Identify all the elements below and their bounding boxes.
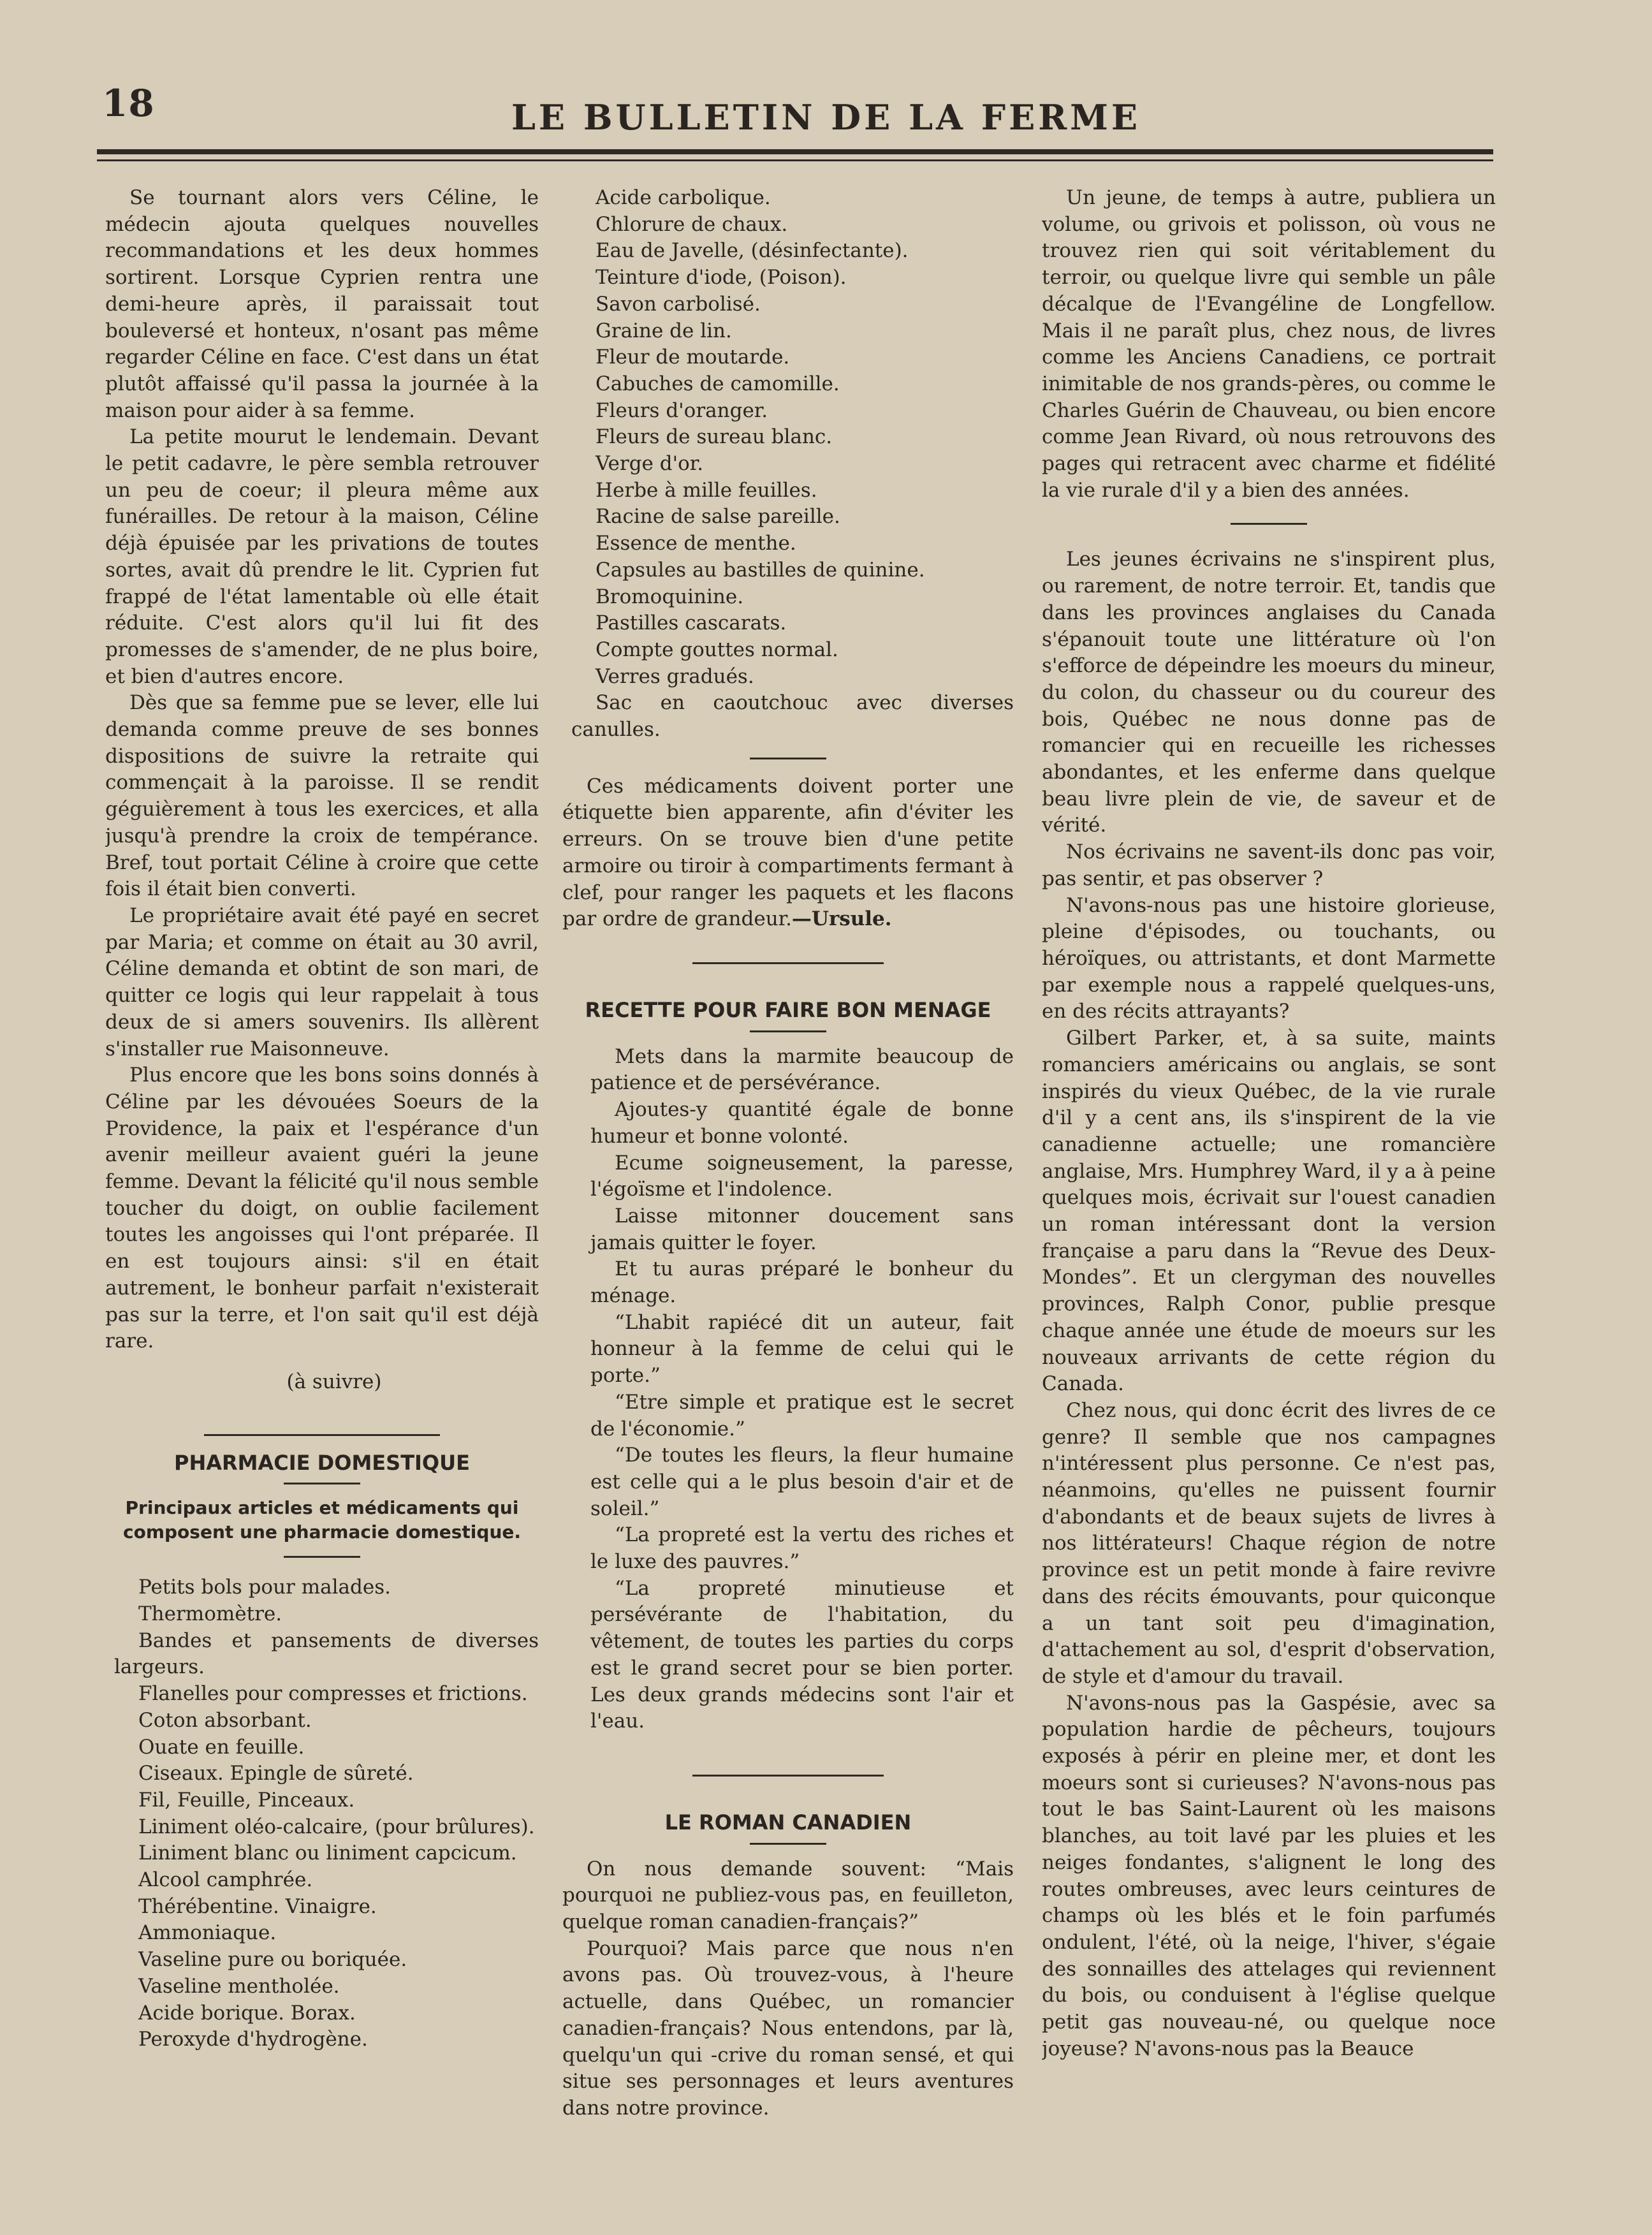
recipe-line: Ajoutes-y quantité égale de bonne humeur et bonne volonté. [590, 1098, 1014, 1148]
list-item: Liniment blanc ou liniment capcicum. [138, 1842, 517, 1865]
masthead-title: LE BULLETIN DE LA FERME [511, 97, 1141, 138]
list-item: Graine de lin. [596, 319, 732, 342]
list-item: Verres gradués. [596, 664, 754, 688]
story-paragraph: Dès que sa femme pue se lever, elle lui demanda comme preuve de ses bonnes dispositions de suivre la retraite qui commençait à la paroisse. Il se rendit géguièrement à tous les exercices, et alla jusqu'à prendre la croix de tempérance. Bref, tout portait Céline à croire que cette fois il était bien converti. [105, 691, 539, 901]
recipe-title: RECETTE POUR FAIRE BON MENAGE [585, 997, 991, 1022]
list-item: Thérébentine. Vinaigre. [138, 1894, 377, 1918]
list-item: Savon carbolisé. [596, 292, 761, 316]
section-divider [204, 1434, 440, 1436]
list-item: Ouate en feuille. [138, 1735, 305, 1759]
list-item: Vaseline mentholée. [138, 1974, 340, 1998]
list-item: Fleurs d'oranger. [596, 399, 768, 422]
list-item: Acide borique. Borax. [138, 2001, 356, 2025]
to-follow-note: (à suivre) [286, 1370, 382, 1393]
recipe-line: “La propreté minutieuse et persévérante de l'habitation, du vêtement, de toutes les parties du corps est le grand secret pour se bien porter. Les deux grands médecins sont l'air et l'eau. [590, 1576, 1014, 1733]
recipe-line: “Etre simple et pratique est le secret de l'économie.” [590, 1390, 1014, 1440]
section-divider [692, 962, 884, 964]
list-item: Bandes et pansements de diverses largeurs. [114, 1629, 539, 1679]
recipe-line: Laisse mitonner doucement sans jamais quitter le foyer. [590, 1204, 1014, 1254]
recipe-line: “La propreté est la vertu des riches et le luxe des pauvres.” [590, 1523, 1014, 1574]
roman-paragraph: On nous demande souvent: “Mais pourquoi ne publiez-vous pas, en feuilleton, quelque roman canadien-français?” [562, 1857, 1014, 1934]
story-paragraph: Le propriétaire avait été payé en secret par Maria; et comme on était au 30 avril, Céline demanda et obtint de son mari, de quitter ce logis qui leur rappelait à tous deux de si amers souvenirs. Ils allèrent s'installer rue Maisonneuve. [105, 904, 539, 1060]
story-paragraph: Plus encore que les bons soins donnés à Céline par les dévouées Soeurs de la Providence, la paix et l'espérance d'un avenir meilleur avaient guéri la jeune femme. Devant la félicité qu'il nous semble toucher du doigt, on oublie facilement toutes les angoisses qui l'ont préparée. Il en est toujours ainsi: s'il en était autrement, le bonheur parfait n'existerait pas sur la terre, et l'on sait qu'il est déjà rare. [105, 1064, 539, 1353]
list-item: Liniment oléo-calcaire, (pour brûlures). [138, 1815, 535, 1838]
story-paragraph: La petite mourut le lendemain. Devant le petit cadavre, le père sembla retrouver un peu de coeur; il pleura même aux funérailles. De retour à la maison, Céline déjà épuisée par les privations de toutes sortes, avait dû prendre le lit. Cyprien fut frappé de l'état lamentable où elle était réduite. C'est alors qu'il lui fit des promesses de s'amender, de ne plus boire, et bien d'autres encore. [105, 425, 539, 688]
note-paragraph [562, 773, 1014, 933]
list-item: Pastilles cascarats. [596, 612, 787, 635]
list-item: Capsules au bastilles de quinine. [596, 558, 925, 582]
subtitle-underline [284, 1556, 360, 1558]
roman-paragraph: Nos écrivains ne savent-ils donc pas voir, pas sentir, et pas observer ? [1042, 840, 1496, 890]
list-item: Ammoniaque. [138, 1921, 277, 1945]
list-item: Alcool camphrée. [138, 1868, 313, 1892]
pharmacy-subtitle: Principaux articles et médicaments qui composent une pharmacie domestique. [123, 1497, 521, 1543]
pharmacy-title: PHARMACIE DOMESTIQUE [174, 1450, 470, 1475]
list-item: Teinture d'iode, (Poison). [596, 266, 847, 289]
list-item: Sac en caoutchouc avec diverses canulles. [571, 691, 1014, 742]
list-item: Fleurs de sureau blanc. [596, 425, 833, 449]
title-underline [284, 1483, 360, 1484]
title-underline [750, 1030, 826, 1032]
recipe-line: Mets dans la marmite beaucoup de patience et de persévérance. [590, 1044, 1014, 1095]
header-rule-thick [97, 149, 1493, 154]
recipe-line: Ecume soigneusement, la paresse, l'égoïsme et l'indolence. [590, 1151, 1014, 1201]
column-2 [562, 185, 1014, 2194]
note-text: Ces médicaments doivent porter une étiquette bien apparente, afin d'éviter les erreurs. On se trouve bien d'une petite armoire ou tiroir à compartiments fermant à clef, pour ranger les paquets et les flacons par ordre de grandeur. [562, 774, 1014, 931]
list-item: Chlorure de chaux. [596, 212, 788, 236]
column-3 [1042, 185, 1496, 2194]
list-item: Vaseline pure ou boriquée. [138, 1948, 407, 1972]
recipe-lines [562, 1044, 1014, 1735]
story-paragraph: Se tournant alors vers Céline, le médecin ajouta quelques nouvelles recommandations et les deux hommes sortirent. Lorsque Cyprien rentra une demi-heure après, il paraissait tout bouleversé et honteux, n'osant pas même regarder Céline en face. C'est dans un état plutôt affaissé qu'il passa la journée à la maison pour aider à sa femme. [105, 186, 539, 422]
recipe-line: Et tu auras préparé le bonheur du ménage. [590, 1257, 1014, 1308]
header-rule-thin [97, 159, 1493, 161]
list-item: Acide carbolique. [596, 186, 771, 209]
roman-paragraph: Un jeune, de temps à autre, publiera un volume, ou grivois et polisson, où vous ne trouvez rien qui soit véritablement du terroir, ou quelque livre qui semble un pâle décalque de l'Evangéline de Longfellow. Mais il ne paraît plus, chez nous, de livres comme les Anciens Canadiens, ce portrait inimitable de nos grands-pères, ou comme le Charles Guérin de Chauveau, ou bien encore comme Jean Rivard, où nous retrouvons des pages qui retracent avec charme et fidélité la vie rurale d'il y a bien des années. [1042, 186, 1496, 502]
list-item: Eau de Javelle, (désinfectante). [596, 239, 909, 263]
list-item: Verge d'or. [596, 452, 704, 476]
list-item: Ciseaux. Epingle de sûreté. [138, 1762, 414, 1785]
section-divider [1231, 523, 1307, 525]
section-divider [692, 1775, 884, 1777]
list-item: Coton absorbant. [138, 1708, 312, 1732]
list-item: Essence de menthe. [596, 532, 796, 555]
roman-paragraph: N'avons-nous pas une histoire glorieuse, pleine d'épisodes, ou touchants, ou héroïques, ou attristants, et dont Marmette par exemple nous a rappelé quelques-uns, en des récits attrayants? [1042, 893, 1496, 1023]
recipe-line: “De toutes les fleurs, la fleur humaine est celle qui a le plus besoin d'air et de soleil.” [590, 1444, 1014, 1520]
roman-title: LE ROMAN CANADIEN [664, 1810, 912, 1835]
column-1 [105, 185, 539, 2194]
recipe-line: “Lhabit rapiécé dit un auteur, fait honneur à la femme de celui qui le porte.” [590, 1310, 1014, 1388]
pharmacy-list [105, 1574, 539, 2053]
list-item: Fleur de moutarde. [596, 346, 790, 369]
list-item: Thermomètre. [138, 1602, 282, 1626]
section-divider [750, 758, 826, 759]
roman-paragraph: Les jeunes écrivains ne s'inspirent plus, ou rarement, de notre terroir. Et, tandis que dans les provinces anglaises du Canada s'épanouit toute une littérature où l'on s'efforce de dépeindre les moeurs du mineur, du colon, du chasseur ou du coureur des bois, Québec ne nous donne pas de romancier qui en recueille les richesses abondantes, et les enferme dans quelque beau livre plein de vie, de saveur et de vérité. [1042, 548, 1496, 837]
list-item: Compte gouttes normal. [596, 638, 838, 661]
roman-paragraph: N'avons-nous pas la Gaspésie, avec sa population hardie de pêcheurs, toujours exposés à périr en pleine mer, et dont les moeurs sont si curieuses? N'avons-nous pas tout le bas Saint-Laurent où les maisons blanches, au toit lavé par les pluies et les neiges fondantes, s'alignent le long des routes ombreuses, avec leurs ceintures de champs où les blés et le foin parfumés ondulent, l'été, où la neige, l'hiver, s'égaie des sonnailles des attelages qui reviennent du bois, ou conduisent à l'église quelque petit gas nouveau-né, ou quelque noce joyeuse? N'avons-nous pas la Beauce [1042, 1691, 1496, 2060]
page-number: 18 [102, 82, 155, 125]
list-item: Petits bols pour malades. [138, 1576, 391, 1599]
note-signature: —Ursule. [791, 907, 892, 931]
roman-paragraph: Pourquoi? Mais parce que nous n'en avons pas. Où trouvez-vous, à l'heure actuelle, dans Québec, un romancier canadien-français? Nous entendons, par là, quelqu'un qui -crive du roman sensé, et qui situe ses personnages et leurs aventures dans notre province. [562, 1937, 1014, 2120]
pharmacy-list-continued [562, 185, 1014, 744]
roman-paragraph: Gilbert Parker, et, à sa suite, maints romanciers américains ou anglais, se sont inspirés du vieux Québec, de la vie rurale d'il y a cent ans, ils s'inspirent de la vie canadienne actuelle; une romancière anglaise, Mrs. Humphrey Ward, il y a à peine quelques mois, écrivait sur l'ouest canadien un roman intéressant dont la version française a paru dans la “Revue des Deux-Mondes”. Et un clergyman des nouvelles provinces, Ralph Conor, publie presque chaque année une étude de moeurs sur les nouveaux arrivants de cette région du Canada. [1042, 1027, 1496, 1396]
list-item: Cabuches de camomille. [596, 372, 840, 395]
list-item: Peroxyde d'hydrogène. [138, 2028, 368, 2051]
roman-paragraph: Chez nous, qui donc écrit des livres de ce genre? Il semble que nos campagnes n'intéressent plus personne. Ce n'est pas, néanmoins, qu'elles ne puissent fournir d'abondants et de beaux sujets de livres à nos littérateurs! Chaque région de notre province est un petit monde à faire revivre dans des récits émouvants, pour quiconque a un tant soit peu d'imagination, d'attachement au sol, d'esprit d'observation, de style et d'amour du travail. [1042, 1398, 1496, 1688]
list-item: Herbe à mille feuilles. [596, 478, 817, 502]
list-item: Racine de salse pareille. [596, 505, 840, 529]
title-underline [750, 1843, 826, 1845]
list-item: Bromoquinine. [596, 585, 744, 608]
list-item: Fil, Feuille, Pinceaux. [138, 1788, 355, 1812]
list-item: Flanelles pour compresses et frictions. [138, 1682, 528, 1706]
